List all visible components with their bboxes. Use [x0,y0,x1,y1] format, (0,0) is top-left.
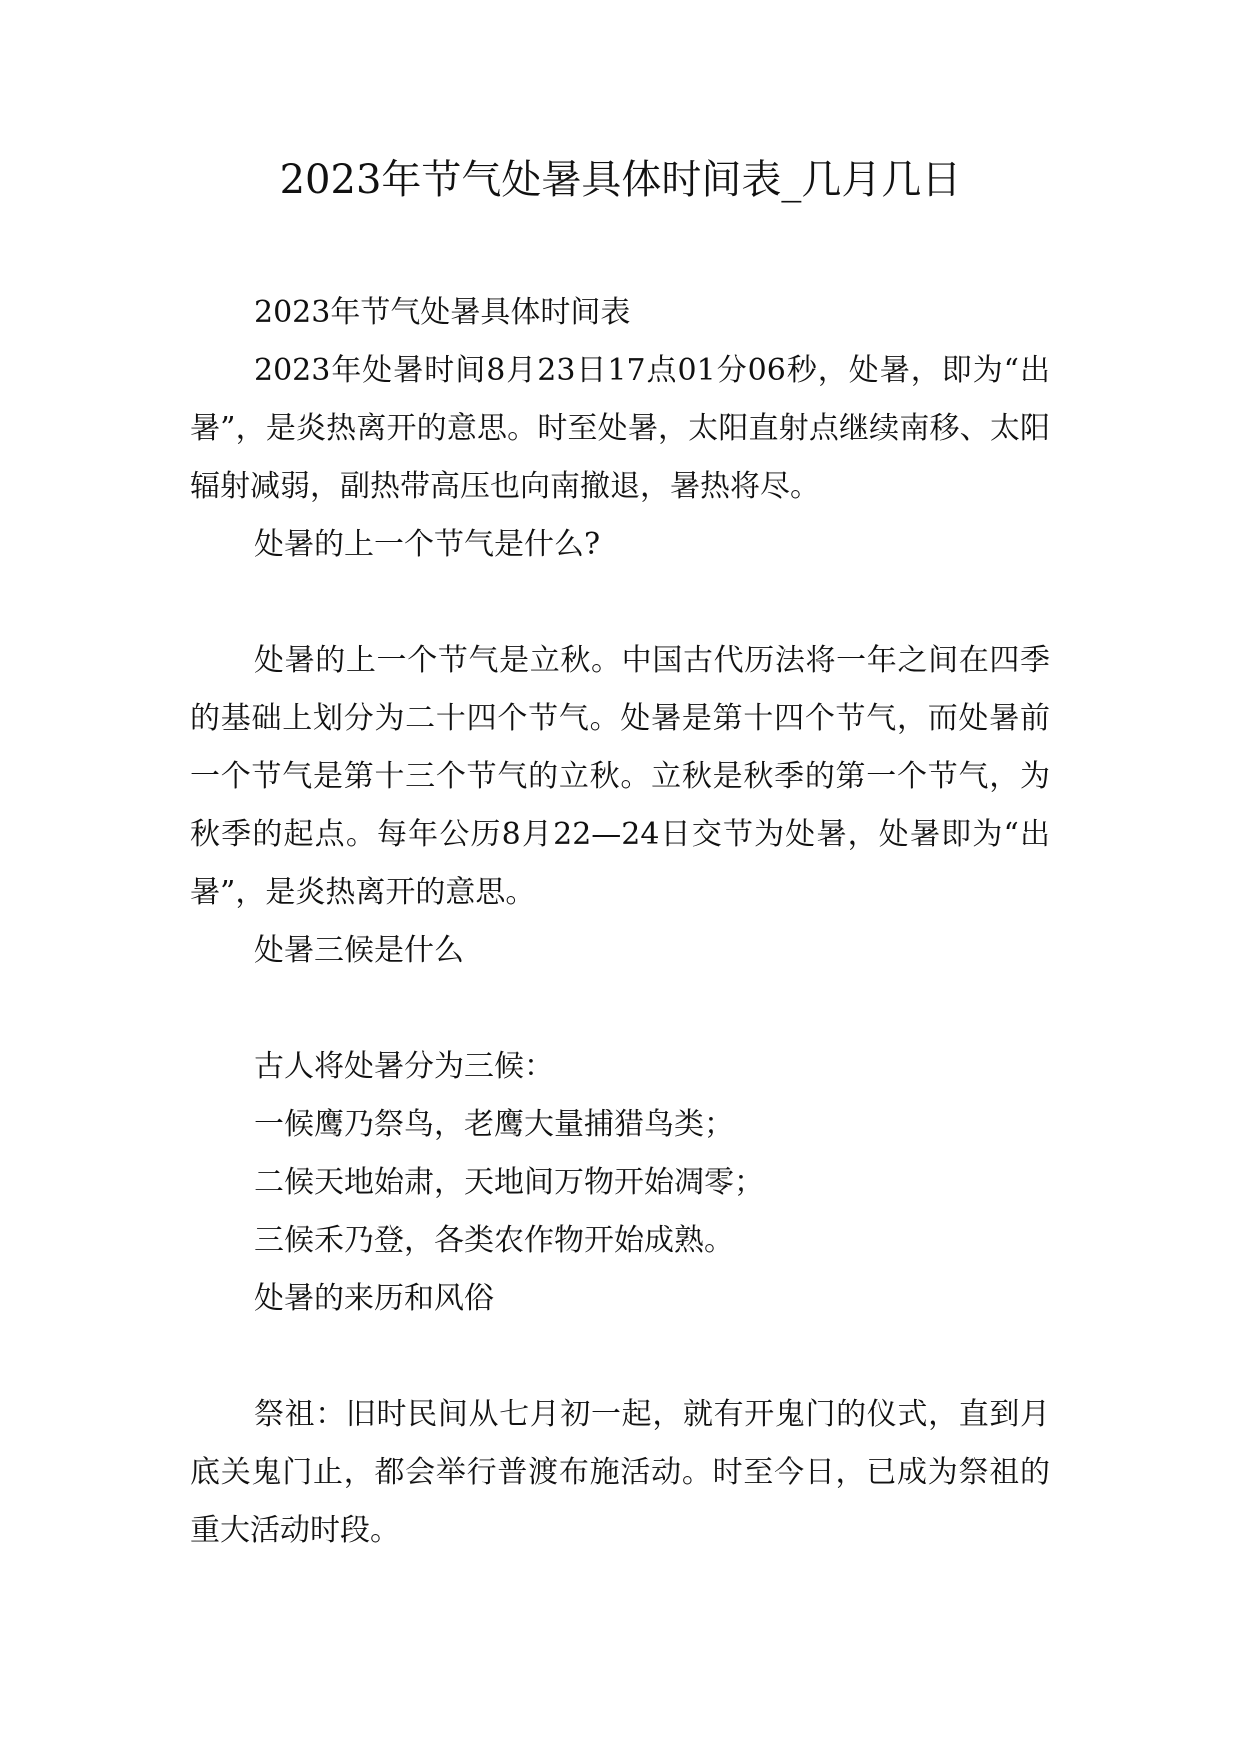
paragraph-phase-one: 一候鹰乃祭鸟，老鹰大量捕猎鸟类； [254,1107,734,1142]
paragraph-solar-term-time: 2023年处暑时间8月23日17点01分06秒，处暑，即为“出暑”，是炎热离开的意思。时至处暑，太阳直射点继续南移、太阳辐射减弱，副热带高压也向南撤退，暑热将尽。 [190,353,1050,504]
heading-previous-solar-term: 处暑的上一个节气是什么? [254,527,601,562]
paragraph-phase-two: 二候天地始肃，天地间万物开始凋零； [254,1165,764,1200]
heading-origins-customs: 处暑的来历和风俗 [254,1281,494,1316]
paragraph-ancestor-worship: 祭祖：旧时民间从七月初一起，就有开鬼门的仪式，直到月底关鬼门止，都会举行普渡布施活动。时至今日，已成为祭祖的重大活动时段。 [190,1397,1050,1548]
document-title: 2023年节气处暑具体时间表_几月几日 [279,157,962,203]
paragraph-subtitle: 2023年节气处暑具体时间表 [254,295,631,330]
paragraph-phase-three: 三候禾乃登，各类农作物开始成熟。 [254,1223,734,1258]
paragraph-previous-solar-term: 处暑的上一个节气是立秋。中国古代历法将一年之间在四季的基础上划分为二十四个节气。处暑是第十四个节气，而处暑前一个节气是第十三个节气的立秋。立秋是秋季的第一个节气，为秋季的起点。每年公历8月22—24日交节为处暑，处暑即为“出暑”，是炎热离开的意思。 [190,643,1050,910]
heading-three-phases: 处暑三候是什么 [254,933,464,968]
paragraph-three-phases-intro: 古人将处暑分为三候： [254,1049,554,1084]
document-body [190,284,1050,1560]
